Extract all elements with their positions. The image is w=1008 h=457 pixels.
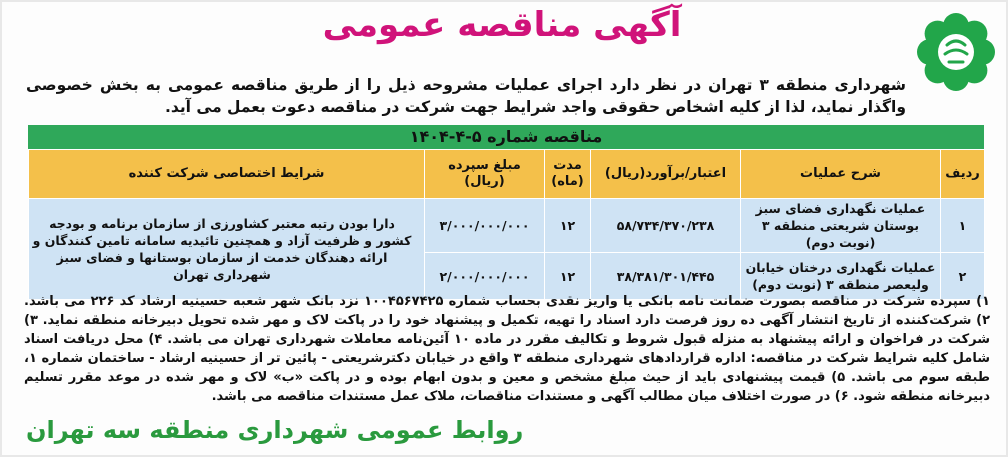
operations-table xyxy=(28,149,985,300)
notice-title: آگهی مناقصه عمومی xyxy=(322,5,682,45)
table-header-row xyxy=(29,150,985,199)
terms-cell: دارا بودن رتبه معتبر کشاورزی از سازمان برنامه و بودجه کشور و ظرفیت آزاد و همچنین تائیدیه سامانه تامین کنندگان و ارائه دهندگان خدمت از سازمان بوستانها و فضای سبز شهرداری تهران xyxy=(29,199,425,300)
table-row xyxy=(29,199,985,253)
footer-signature: روابط عمومی شهرداری منطقه سه تهران xyxy=(26,416,524,444)
budget-cell: ۳۸/۳۸۱/۳۰۱/۴۴۵ xyxy=(591,253,741,300)
description-cell: عملیات نگهداری فضای سبز بوستان شریعتی منطقه ۳ (نوبت دوم) xyxy=(741,199,941,253)
row-number-cell: ۱ xyxy=(941,199,985,253)
tender-number: مناقصه شماره ۵-۴-۱۴۰۴ xyxy=(28,125,984,149)
header-description: شرح عملیات xyxy=(741,150,941,199)
notes-text: ۱) سپرده شرکت در مناقصه بصورت ضمانت نامه بانکی یا واریز نقدی بحساب شماره ۱۰۰۴۵۶۷۴۲۵ نزد بانک شهر شعبه حسینیه ارشاد کد ۲۲۶ می باشد. ۲) شرکت‌کننده از تاریخ انتشار آگهی ده روز فرصت دارد اسناد را تهیه، تکمیل و پیشنهاد خود را در پاکت لاک و مهر شده تحویل دبیرخانه منطقه نماید. ۳) شرکت در فراخوان و ارائه پیشنهاد به منزله قبول شروط و تکالیف مقرر در ماده ۱۰ آئین‌نامه معاملات شهرداری تهران می باشد. ۴) محل دریافت اسناد شامل کلیه شرایط شرکت در مناقصه: اداره قراردادهای شهرداری منطقه ۳ واقع در خیابان دکترشریعتی - پائین تر از حسینیه ارشاد - ساختمان شماره ۱، طبقه سوم می باشد. ۵) قیمت پیشنهادی باید از حیث مبلغ مشخص و معین و بدون ابهام بوده و در پاکت «ب» لاک و مهر شده در موعد مقرر تسلیم دبیرخانه منطقه شود. ۶) در صورت اختلاف میان مطالب آگهی و مستندات مناقصات، ملاک عمل مستندات مناقصه می باشد. xyxy=(24,294,991,404)
budget-cell: ۵۸/۷۳۴/۳۷۰/۲۳۸ xyxy=(591,199,741,253)
description-cell: عملیات نگهداری درختان خیابان ولیعصر منطقه ۳ (نوبت دوم) xyxy=(741,253,941,300)
header-terms: شرایط اختصاصی شرکت کننده xyxy=(29,150,425,199)
deposit-cell: ۳/۰۰۰/۰۰۰/۰۰۰ xyxy=(425,199,545,253)
header-budget: اعتبار/برآورد(ریال) xyxy=(591,150,741,199)
header-duration: مدت (ماه) xyxy=(545,150,591,199)
deposit-cell: ۲/۰۰۰/۰۰۰/۰۰۰ xyxy=(425,253,545,300)
header-deposit: مبلغ سپرده (ریال) xyxy=(425,150,545,199)
duration-cell: ۱۲ xyxy=(545,253,591,300)
tehran-municipality-logo-icon xyxy=(916,12,996,92)
row-number-cell: ۲ xyxy=(941,253,985,300)
duration-cell: ۱۲ xyxy=(545,199,591,253)
intro-text: شهرداری منطقه ۳ تهران در نظر دارد اجرای عملیات مشروحه ذیل را از طریق مناقصه عمومی به بخش خصوصی واگذار نماید، لذا از کلیه اشخاص حقوقی واجد شرایط جهت شرکت در مناقصه دعوت بعمل می آید. xyxy=(26,76,906,116)
header-row-number: ردیف xyxy=(941,150,985,199)
